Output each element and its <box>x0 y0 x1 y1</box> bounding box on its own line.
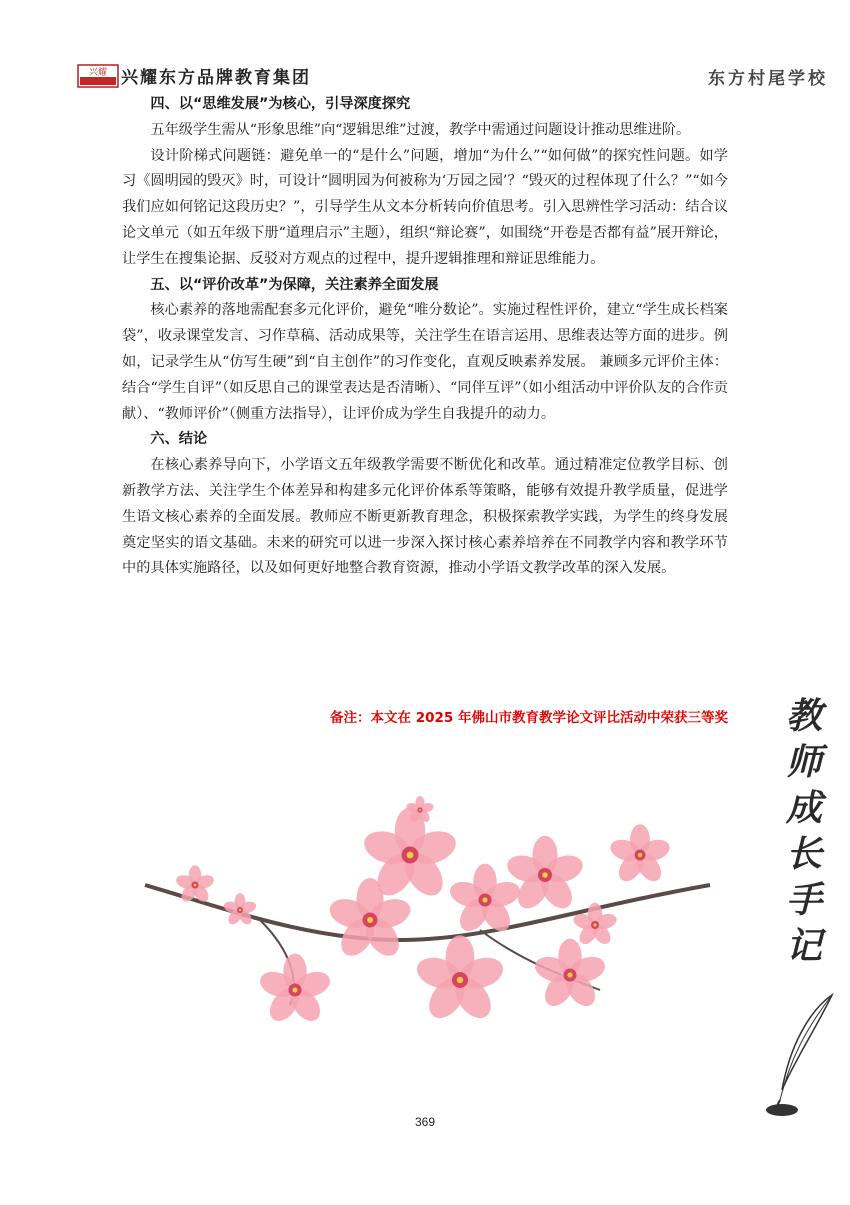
paragraph: 设计阶梯式问题链：避免单一的“是什么”问题，增加“为什么”“如何做”的探究性问题。如学习《圆明园的毁灭》时，可设计“圆明园为何被称为‘万园之园’？“毁灭的过程体现了什么？”“如今我们应如何铭记这段历史？”，引导学生从文本分析转向价值思考。引入思辨性学习活动：结合议论文单元（如五年级下册“道理启示”主题），组织“辩论赛”，如围绕“开卷是否都有益”展开辩论，让学生在搜集论据、反驳对方观点的过程中，提升逻辑推理和辩证思维能力。 <box>122 147 728 267</box>
paragraph: 在核心素养导向下，小学语文五年级教学需要不断优化和改革。通过精准定位教学目标、创新教学方法、关注学生个体差异和构建多元化评价体系等策略，能够有效提升教学质量，促进学生语文核心素养的全面发展。教师应不断更新教育理念，积极探索教学实践，为学生的终身发展奠定坚实的语文基础。未来的研究可以进一步深入探讨核心素养培养在不同教学内容和教学环节中的具体实施路径，以及如何更好地整合教育资源，推动小学语文教学改革的深入发展。 <box>122 457 728 577</box>
section-heading-6: 六、结论 <box>150 431 208 448</box>
side-title-char: 成 <box>785 787 822 829</box>
cherry-blossom-illustration <box>140 790 720 1070</box>
award-note: 备注：本文在 2025 年佛山市教育教学论文评比活动中荣获三等奖 <box>330 710 728 726</box>
side-title-char: 长 <box>785 833 822 875</box>
side-title-char: 记 <box>785 925 822 967</box>
side-title-char: 教 <box>785 695 822 737</box>
school-name: 东方村尾学校 <box>708 69 828 89</box>
side-title <box>772 693 836 969</box>
paragraph: 五年级学生需从“形象思维”向“逻辑思维”过渡，教学中需通过问题设计推动思维进阶。 <box>150 121 691 138</box>
page-number: 369 <box>414 1115 436 1129</box>
group-name: 兴耀东方品牌教育集团 <box>121 68 311 88</box>
paragraph: 核心素养的落地需配套多元化评价，避免“唯分数论”。实施过程性评价，建立“学生成长档案袋”，收录课堂发言、习作草稿、活动成果等，关注学生在语言运用、思维表达等方面的进步。例如，记录学生从“仿写生硬”到“自主创作”的习作变化，直观反映素养发展。 兼顾多元评价主体：结合“学生自评”（如反思自己的课堂表达是否清晰）、“同伴互评”（如小组活动中评价队友的合作贡献）、“教师评价”（侧重方法指导），让评价成为学生自我提升的动力。 <box>122 302 728 422</box>
side-title-char: 手 <box>785 879 822 921</box>
logo-text: 兴耀 <box>88 68 108 78</box>
quill-pen-icon <box>760 990 840 1120</box>
side-title-char: 师 <box>785 741 822 783</box>
section-heading-5: 五、以“评价改革”为保障，关注素养全面发展 <box>150 276 439 293</box>
section-heading-4: 四、以“思维发展”为核心，引导深度探究 <box>150 96 411 112</box>
article-body <box>122 92 728 582</box>
group-logo <box>77 64 119 88</box>
